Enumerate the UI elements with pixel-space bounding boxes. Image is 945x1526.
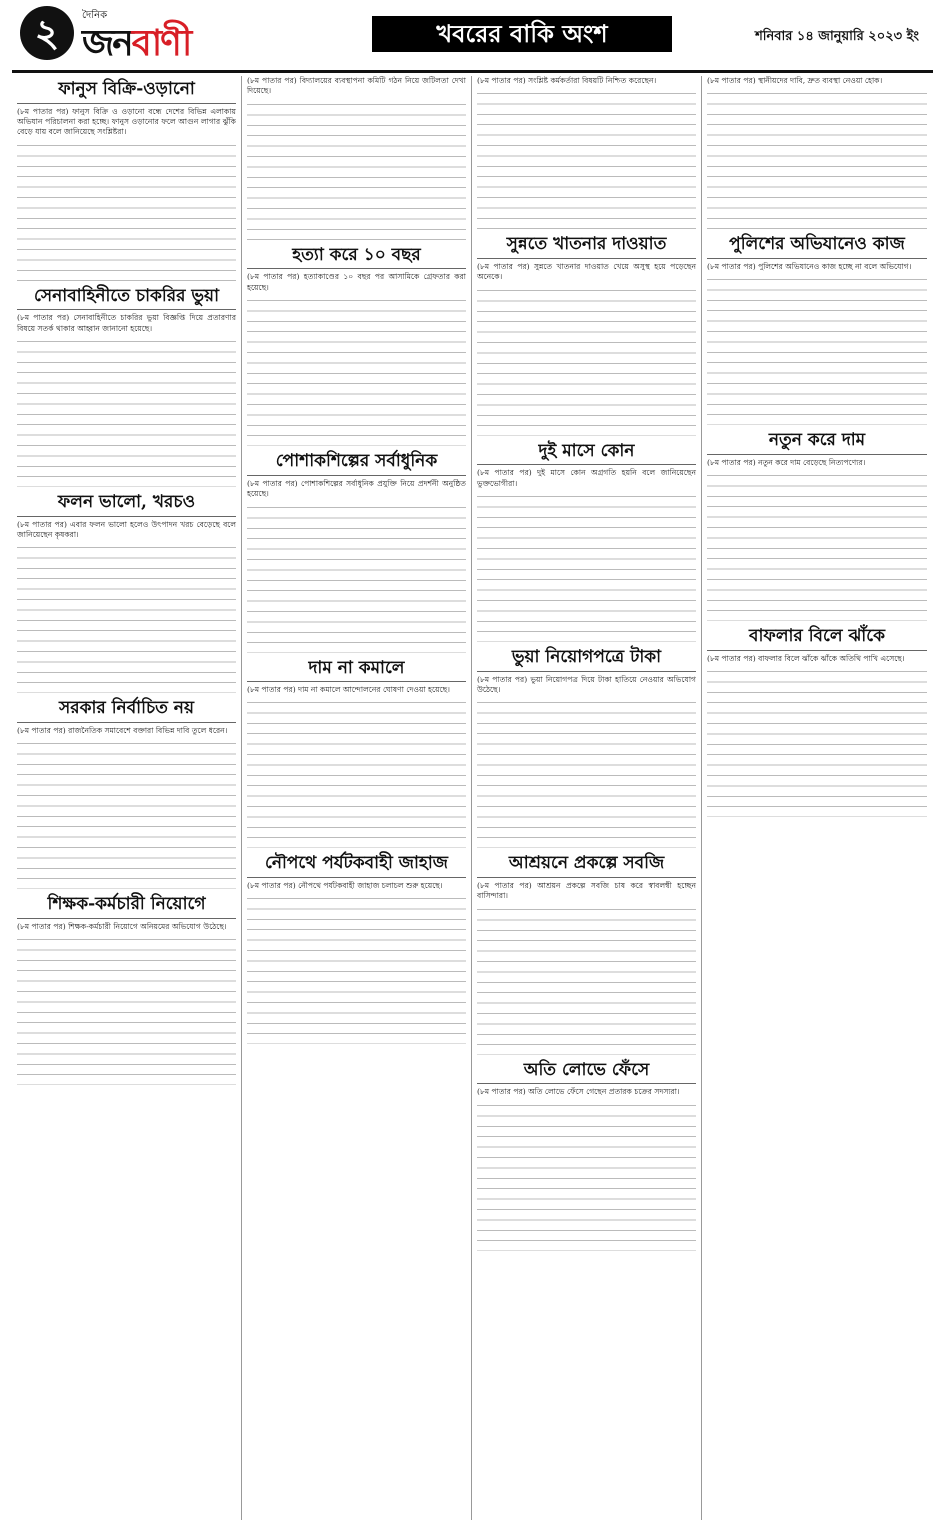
story-text-lines <box>477 698 696 848</box>
story-text-lines <box>707 471 927 621</box>
story-headline: সরকার নির্বাচিত নয় <box>17 699 236 723</box>
story-text-lines <box>477 89 696 229</box>
story-body: (৮ম পাতার পর) বিদ্যালয়ের ব্যবস্থাপনা কমিটি গঠন নিয়ে জটিলতা দেখা দিয়েছে। <box>247 76 466 96</box>
news-story <box>707 76 927 229</box>
news-story <box>477 76 696 229</box>
story-body: (৮ম পাতার পর) সুন্নতে খাতনার দাওয়াত খেয়ে অসুস্থ হয়ে পড়েছেন অনেকে। <box>477 261 696 282</box>
story-text-lines <box>17 337 236 487</box>
story-text-lines <box>707 667 927 817</box>
news-story <box>247 452 466 652</box>
story-body: (৮ম পাতার পর) শিক্ষক-কর্মচারী নিয়োগে অনিয়মের অভিযোগ উঠেছে। <box>17 921 227 931</box>
brand-name <box>82 16 190 76</box>
news-story <box>477 235 696 435</box>
masthead <box>12 0 933 73</box>
story-body: (৮ম পাতার পর) সংশ্লিষ্ট কর্মকর্তারা বিষয়টি নিশ্চিত করেছেন। <box>477 76 657 85</box>
story-headline: দুই মাসে কোন <box>477 442 696 466</box>
news-story <box>477 1061 696 1251</box>
story-body: (৮ম পাতার পর) নতুন করে দাম বেড়েছে নিত্যপণ্যের। <box>707 457 866 467</box>
article-columns <box>12 76 933 1520</box>
news-story <box>477 854 696 1054</box>
news-story <box>247 246 466 446</box>
story-text-lines <box>247 503 466 653</box>
story-body: (৮ম পাতার পর) দাম না কমালে আন্দোলনের ঘোষণা দেওয়া হয়েছে। <box>247 685 450 695</box>
story-headline: নতুন করে দাম <box>707 431 927 455</box>
brand-logo <box>82 10 200 64</box>
article-column <box>12 76 242 1520</box>
story-text-lines <box>477 286 696 436</box>
story-headline: পোশাকশিল্পের সর্বাধুনিক <box>247 452 466 476</box>
story-text-lines <box>707 275 927 425</box>
news-story <box>477 442 696 642</box>
story-body: (৮ম পাতার পর) সেনাবাহিনীতে চাকরির ভুয়া বিজ্ঞপ্তি দিয়ে প্রতারণার বিষয়ে সতর্ক থাকার আহ্বান জানানো হয়েছে। <box>17 313 236 333</box>
story-body: (৮ম পাতার পর) এবার ফলন ভালো হলেও উৎপাদন খরচ বেড়েছে বলে জানিয়েছেন কৃষকরা। <box>17 519 236 540</box>
story-headline: শিক্ষক-কর্মচারী নিয়োগে <box>17 895 236 919</box>
story-headline: সুন্নতে খাতনার দাওয়াত <box>477 235 696 259</box>
news-story <box>247 659 466 849</box>
story-body: (৮ম পাতার পর) বাফলার বিলে ঝাঁকে ঝাঁকে অতিথি পাখি এসেছে। <box>707 653 905 663</box>
story-headline: অতি লোভে ফেঁসে <box>477 1061 696 1085</box>
story-headline: নৌপথে পর্যটকবাহী জাহাজ <box>247 854 466 878</box>
news-story <box>477 648 696 848</box>
story-body: (৮ম পাতার পর) পুলিশের অভিযানেও কাজ হচ্ছে না বলে অভিযোগ। <box>707 261 912 271</box>
story-headline: বাফলার বিলে ঝাঁকে <box>707 627 927 651</box>
article-column <box>702 76 932 1520</box>
news-story <box>247 854 466 1044</box>
news-story <box>17 699 236 889</box>
news-story <box>17 493 236 693</box>
page-number: ২ <box>20 6 74 60</box>
story-text-lines <box>477 492 696 642</box>
story-text-lines <box>17 739 236 889</box>
news-story <box>17 895 236 1085</box>
story-headline: হত্যা করে ১০ বছর <box>247 246 466 270</box>
story-body: (৮ম পাতার পর) আশ্রয়ন প্রকল্পে সবজি চাষ করে স্বাবলম্বী হচ্ছেন বাসিন্দারা। <box>477 881 696 901</box>
brand-name-part2: বাণী <box>131 23 191 64</box>
story-text-lines <box>17 141 236 281</box>
story-body: (৮ম পাতার পর) পোশাকশিল্পের সর্বাধুনিক প্রযুক্তি নিয়ে প্রদর্শনী অনুষ্ঠিত হয়েছে। <box>247 478 466 499</box>
brand-name-part1: জন <box>82 23 132 64</box>
news-story <box>707 627 927 817</box>
news-story <box>17 287 236 487</box>
issue-date: শনিবার ১৪ জানুয়ারি ২০২৩ ইং <box>755 29 919 44</box>
section-title: খবরের বাকি অংশ <box>372 16 672 52</box>
story-text-lines <box>477 1101 696 1251</box>
story-body: (৮ম পাতার পর) অতি লোভে ফেঁসে গেছেন প্রতারক চক্রের সদস্যরা। <box>477 1087 680 1097</box>
brand-small-text: দৈনিক <box>82 10 108 21</box>
story-text-lines <box>247 100 466 240</box>
story-body: (৮ম পাতার পর) স্থানীয়দের দাবি, দ্রুত ব্যবস্থা নেওয়া হোক। <box>707 76 883 85</box>
story-headline: ফানুস বিক্রি-ওড়ানো <box>17 80 236 104</box>
story-body: (৮ম পাতার পর) দুই মাসে কোন অগ্রগতি হয়নি বলে জানিয়েছেন ভুক্তভোগীরা। <box>477 468 696 488</box>
story-headline: ভুয়া নিয়োগপত্রে টাকা <box>477 648 696 672</box>
story-body: (৮ম পাতার পর) নৌপথে পর্যটকবাহী জাহাজ চলাচল শুরু হয়েছে। <box>247 881 443 891</box>
story-text-lines <box>247 894 466 1044</box>
story-body: (৮ম পাতার পর) ভুয়া নিয়োগপত্র দিয়ে টাকা হাতিয়ে নেওয়ার অভিযোগ উঠেছে। <box>477 674 696 695</box>
article-column <box>472 76 702 1520</box>
news-story <box>17 80 236 281</box>
news-story <box>707 431 927 621</box>
story-text-lines <box>17 543 236 693</box>
news-story <box>247 76 466 240</box>
story-text-lines <box>17 935 236 1085</box>
story-text-lines <box>247 698 466 848</box>
story-body: (৮ম পাতার পর) হত্যাকাণ্ডের ১০ বছর পর আসামিকে গ্রেফতার করা হয়েছে। <box>247 272 466 292</box>
story-text-lines <box>247 296 466 446</box>
story-headline: সেনাবাহিনীতে চাকরির ভুয়া <box>17 287 236 311</box>
news-story <box>707 235 927 425</box>
story-text-lines <box>477 905 696 1055</box>
story-headline: ফলন ভালো, খরচও <box>17 493 236 517</box>
story-headline: আশ্রয়নে প্রকল্পে সবজি <box>477 854 696 878</box>
story-headline: পুলিশের অভিযানেও কাজ <box>707 235 927 259</box>
story-text-lines <box>707 89 927 229</box>
article-column <box>242 76 472 1520</box>
story-headline: দাম না কমালে <box>247 659 466 683</box>
story-body: (৮ম পাতার পর) ফানুস বিক্রি ও ওড়ানো বন্ধে দেশের বিভিন্ন এলাকায় অভিযান পরিচালনা করা হচ্ছে। ফানুস ওড়ানোর ফলে আগুন লাগার ঝুঁকি বেড়ে যায় বলে জানিয়েছে সংশ্লিষ্টরা। <box>17 106 236 137</box>
story-body: (৮ম পাতার পর) রাজনৈতিক সমাবেশে বক্তারা বিভিন্ন দাবি তুলে ধরেন। <box>17 726 228 736</box>
